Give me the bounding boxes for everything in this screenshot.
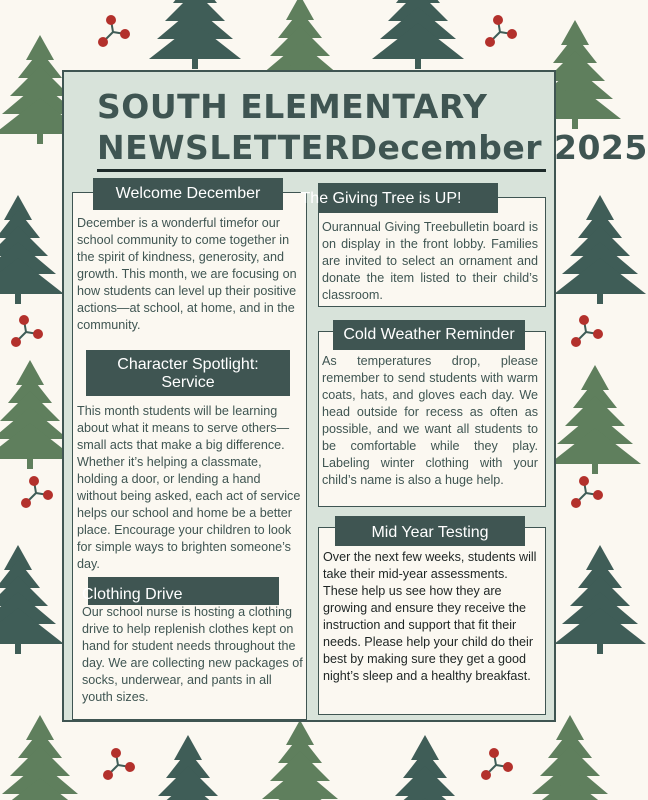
- character-heading-line-2: Service: [161, 374, 215, 391]
- character-heading-line-1: Character Spotlight:: [117, 356, 259, 373]
- tree-icon: [554, 195, 646, 304]
- tree-icon: [0, 195, 64, 304]
- tree-icon: [554, 545, 646, 654]
- tree-icon: [372, 0, 464, 69]
- tree-icon: [379, 735, 471, 800]
- holly-berries-icon: [98, 15, 130, 47]
- title-divider: [97, 169, 546, 172]
- character-text: This month students will be learning about what it means to serve others—small acts that make a big difference. Whether it’s helping a classmate, holding a door, or lending a hand without being asked, each act of service helps our school and home be a better place. Encourage your children to look for simple ways to brighten someone’s day.: [77, 404, 301, 571]
- title-line-1: SOUTH ELEMENTARY: [97, 87, 488, 126]
- giving-tree-text: Ourannual Giving Treebulletin board is on display in the front lobby. Families are invited to select an ornament and donate the item listed to their child’s classroom.: [322, 220, 538, 302]
- clothing-heading: Clothing Drive: [88, 577, 279, 605]
- holly-berries-icon: [481, 748, 513, 780]
- tree-icon: [524, 715, 616, 800]
- cold-weather-text: As temperatures drop, please remember to send students with warm coats, hats, and gloves each day. We head outside for recess as often as possible, and we want all students to be comfortable while they play. Labeling winter clothing with your child’s name is also a huge help.: [322, 354, 538, 487]
- tree-icon: [0, 715, 86, 800]
- holly-berries-icon: [11, 315, 43, 347]
- tree-icon: [549, 365, 641, 474]
- welcome-heading: Welcome December: [93, 178, 283, 210]
- tree-icon: [149, 0, 241, 69]
- holly-berries-icon: [103, 748, 135, 780]
- holly-berries-icon: [571, 315, 603, 347]
- newsletter-title: [97, 86, 648, 168]
- clothing-text: Our school nurse is hosting a clothing drive to help replenish clothes kept on hand for student needs throughout the day. We are collecting new packages of socks, underwear, and pants in all youth sizes.: [82, 605, 303, 704]
- mid-year-heading: Mid Year Testing: [335, 516, 525, 546]
- title-line-2: NEWSLETTERDecember 2025: [97, 128, 648, 167]
- tree-icon: [254, 720, 346, 800]
- welcome-text: December is a wonderful timefor our school community to come together in the spirit of kindness, generosity, and growth. This month, we are focusing on how students can level up their positive actions—at school, at home, and in the community.: [77, 216, 297, 332]
- holly-berries-icon: [21, 476, 53, 508]
- tree-icon: [142, 735, 234, 800]
- holly-berries-icon: [485, 15, 517, 47]
- mid-year-text: Over the next few weeks, students will take their mid-year assessments. These help us see how they are growing and ensure they receive the instruction and support that fit their needs. Please help your child do their best by making sure they get a good night’s sleep and a healthy breakfast.: [323, 550, 537, 683]
- holly-berries-icon: [571, 476, 603, 508]
- character-heading: [86, 350, 290, 396]
- cold-weather-heading: Cold Weather Reminder: [333, 320, 525, 350]
- tree-icon: [0, 545, 64, 654]
- giving-tree-heading: The Giving Tree is UP!: [318, 183, 498, 213]
